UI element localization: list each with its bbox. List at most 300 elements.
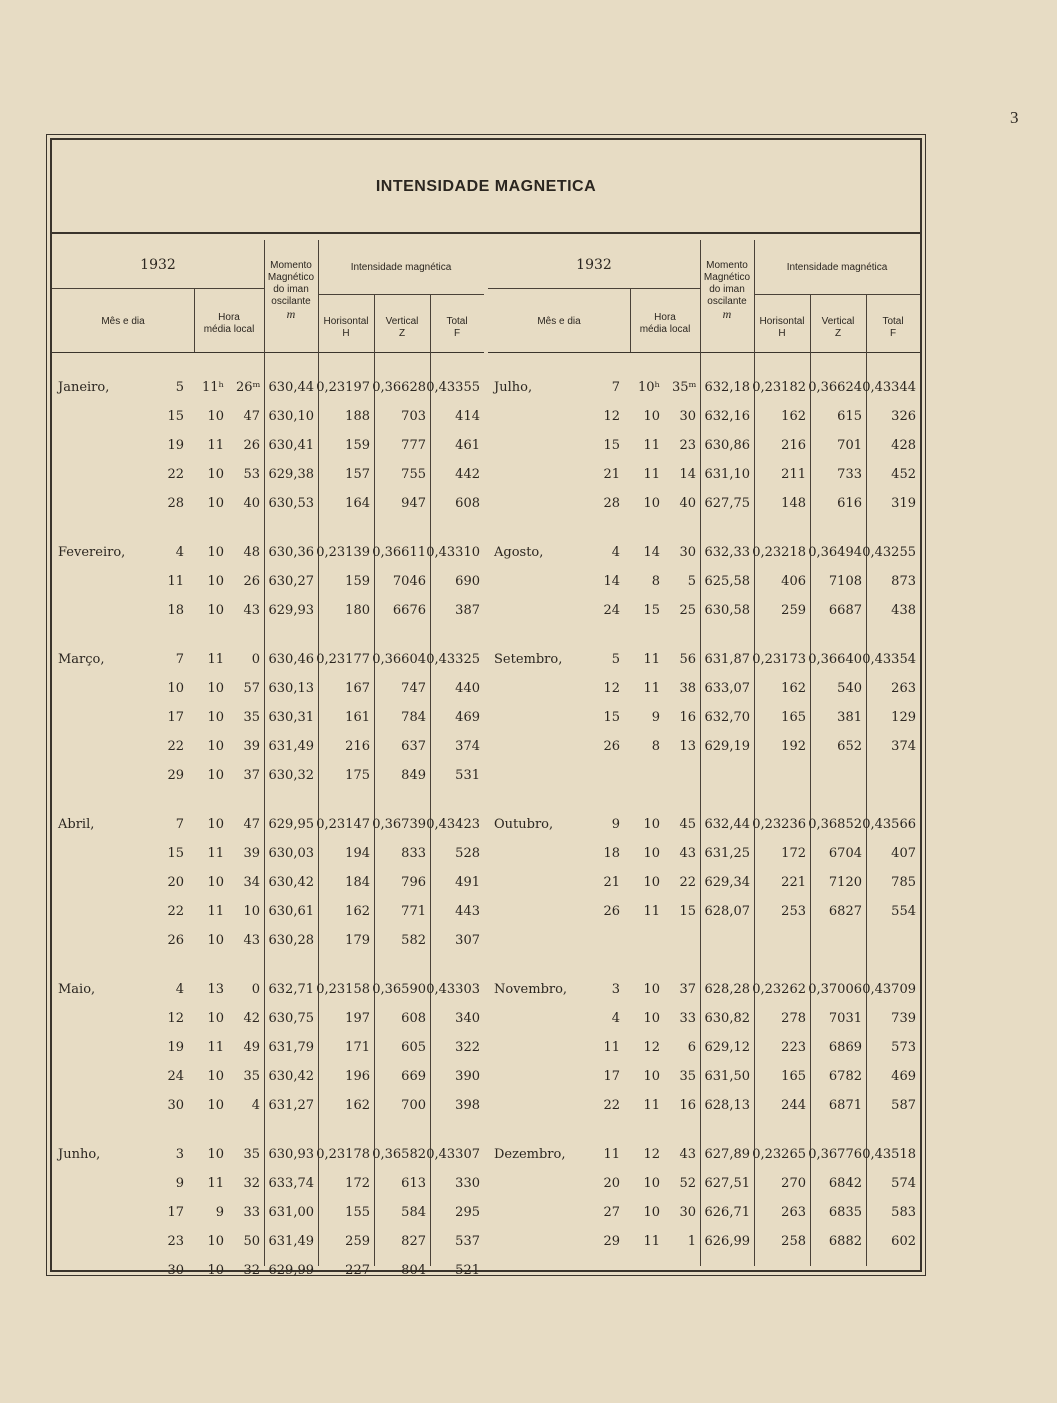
table-row: [52, 599, 484, 623]
vertical-cell: 733: [837, 467, 862, 482]
minute-cell: 42: [243, 1011, 260, 1026]
header-divider: [318, 294, 484, 295]
header-horisontal: Horisontal H: [323, 316, 369, 339]
table-row: [52, 735, 484, 759]
total-cell: 521: [455, 1263, 480, 1278]
month-cell: Setembro,: [494, 652, 563, 667]
total-cell: 608: [455, 496, 480, 511]
header-intensidade: Intensidade magnética: [350, 262, 452, 273]
header-total: Total F: [446, 316, 468, 339]
vertical-cell: 6827: [828, 904, 862, 919]
horizontal-cell: 175: [345, 768, 370, 783]
moment-cell: 627,51: [704, 1176, 750, 1191]
vertical-cell: 616: [837, 496, 862, 511]
minute-cell: 15: [679, 904, 696, 919]
moment-cell: 630,32: [268, 768, 314, 783]
table-row: [52, 648, 484, 672]
minute-cell: 23: [679, 438, 696, 453]
table-row: [52, 900, 484, 924]
horizontal-cell: 148: [781, 496, 806, 511]
moment-cell: 629,12: [704, 1040, 750, 1055]
horizontal-cell: 196: [345, 1069, 370, 1084]
table-row: [488, 900, 920, 924]
day-cell: 19: [167, 438, 184, 453]
minute-cell: 5: [687, 574, 696, 589]
horizontal-cell: 172: [781, 846, 806, 861]
moment-cell: 629,38: [268, 467, 314, 482]
day-cell: 22: [167, 467, 184, 482]
horizontal-cell: 172: [345, 1176, 370, 1191]
table-row: [488, 1143, 920, 1167]
month-cell: Junho,: [58, 1147, 101, 1162]
day-cell: 3: [175, 1147, 184, 1162]
vertical-cell: 0,36624: [808, 380, 862, 395]
table-row: [488, 599, 920, 623]
vertical-cell: 947: [401, 496, 426, 511]
month-cell: Outubro,: [494, 817, 554, 832]
minute-cell: 43: [243, 603, 260, 618]
vertical-cell: 584: [401, 1205, 426, 1220]
hour-cell: 10: [207, 681, 224, 696]
moment-cell: 631,50: [704, 1069, 750, 1084]
table-row: [488, 1036, 920, 1060]
day-cell: 27: [603, 1205, 620, 1220]
total-cell: 587: [891, 1098, 916, 1113]
moment-cell: 633,07: [704, 681, 750, 696]
moment-cell: 630,53: [268, 496, 314, 511]
total-cell: 602: [891, 1234, 916, 1249]
vertical-cell: 6842: [828, 1176, 862, 1191]
day-cell: 22: [603, 1098, 620, 1113]
vertical-cell: 381: [837, 710, 862, 725]
day-cell: 15: [603, 438, 620, 453]
horizontal-cell: 0,23147: [316, 817, 370, 832]
day-cell: 17: [167, 710, 184, 725]
table-row: [488, 463, 920, 487]
day-cell: 21: [603, 467, 620, 482]
table-row: [488, 1094, 920, 1118]
vertical-cell: 755: [401, 467, 426, 482]
total-cell: 0,43518: [862, 1147, 916, 1162]
total-cell: 428: [891, 438, 916, 453]
day-cell: 21: [603, 875, 620, 890]
moment-cell: 631,79: [268, 1040, 314, 1055]
moment-cell: 630,03: [268, 846, 314, 861]
day-cell: 23: [167, 1234, 184, 1249]
table-row: [488, 1259, 920, 1283]
hour-cell: 10: [207, 875, 224, 890]
horizontal-cell: 0,23197: [316, 380, 370, 395]
total-cell: 390: [455, 1069, 480, 1084]
minute-cell: 22: [679, 875, 696, 890]
minute-cell: 33: [243, 1205, 260, 1220]
horizontal-cell: 0,23177: [316, 652, 370, 667]
moment-cell: 630,42: [268, 875, 314, 890]
horizontal-cell: 253: [781, 904, 806, 919]
hour-cell: 10: [207, 409, 224, 424]
vertical-cell: 637: [401, 739, 426, 754]
month-cell: Fevereiro,: [58, 545, 126, 560]
moment-cell: 627,89: [704, 1147, 750, 1162]
moment-cell: 631,27: [268, 1098, 314, 1113]
table-row: [488, 1172, 920, 1196]
hour-cell: 10: [207, 496, 224, 511]
vertical-cell: 827: [401, 1234, 426, 1249]
vertical-cell: 777: [401, 438, 426, 453]
minute-cell: 35: [679, 1069, 696, 1084]
total-cell: 528: [455, 846, 480, 861]
total-cell: 469: [455, 710, 480, 725]
minute-cell: 26: [243, 438, 260, 453]
horizontal-cell: 165: [781, 1069, 806, 1084]
hour-cell: 12: [643, 1147, 660, 1162]
minute-cell: 40: [243, 496, 260, 511]
left-table: [52, 240, 484, 1278]
day-cell: 22: [167, 904, 184, 919]
moment-cell: 630,41: [268, 438, 314, 453]
moment-cell: 626,71: [704, 1205, 750, 1220]
horizontal-cell: 164: [345, 496, 370, 511]
horizontal-cell: 162: [345, 1098, 370, 1113]
header-vertical: Vertical Z: [821, 316, 855, 339]
minute-cell: 33: [679, 1011, 696, 1026]
horizontal-cell: 162: [781, 681, 806, 696]
horizontal-cell: 259: [781, 603, 806, 618]
day-cell: 9: [611, 817, 620, 832]
day-cell: 24: [167, 1069, 184, 1084]
title-box: [52, 140, 920, 234]
day-cell: 17: [603, 1069, 620, 1084]
horizontal-cell: 221: [781, 875, 806, 890]
table-row: [488, 492, 920, 516]
minute-cell: 4: [251, 1098, 260, 1113]
minute-cell: 32: [243, 1176, 260, 1191]
horizontal-cell: 179: [345, 933, 370, 948]
hour-cell: 10: [207, 574, 224, 589]
table-row: [52, 1094, 484, 1118]
horizontal-cell: 0,23262: [752, 982, 806, 997]
moment-cell: 629,95: [268, 817, 314, 832]
day-cell: 14: [603, 574, 620, 589]
minute-cell: 48: [243, 545, 260, 560]
hour-cell: 11: [207, 438, 224, 453]
horizontal-cell: 258: [781, 1234, 806, 1249]
hour-cell: 10: [207, 1011, 224, 1026]
vertical-cell: 849: [401, 768, 426, 783]
day-cell: 10: [167, 681, 184, 696]
moment-cell: 630,46: [268, 652, 314, 667]
header-mes-dia: Mês e dia: [101, 316, 145, 327]
day-cell: 15: [167, 409, 184, 424]
total-cell: 263: [891, 681, 916, 696]
horizontal-cell: 0,23265: [752, 1147, 806, 1162]
vertical-cell: 6676: [392, 603, 426, 618]
total-cell: 0,43303: [426, 982, 480, 997]
day-cell: 11: [603, 1040, 620, 1055]
month-cell: Novembro,: [494, 982, 568, 997]
day-cell: 19: [167, 1040, 184, 1055]
table-row: [488, 871, 920, 895]
right-table: [488, 240, 920, 1266]
day-cell: 17: [167, 1205, 184, 1220]
minute-cell: 10: [243, 904, 260, 919]
total-cell: 531: [455, 768, 480, 783]
vertical-cell: 0,36604: [372, 652, 426, 667]
vertical-cell: 7120: [828, 875, 862, 890]
horizontal-cell: 406: [781, 574, 806, 589]
vertical-cell: 582: [401, 933, 426, 948]
moment-cell: 628,28: [704, 982, 750, 997]
table-row: [52, 570, 484, 594]
minute-cell: 32: [243, 1263, 260, 1278]
moment-cell: 630,10: [268, 409, 314, 424]
hour-cell: 10: [207, 467, 224, 482]
total-cell: 438: [891, 603, 916, 618]
minute-cell: 14: [679, 467, 696, 482]
hour-cell: 11: [643, 904, 660, 919]
hour-cell: 10: [643, 875, 660, 890]
day-cell: 29: [167, 768, 184, 783]
day-cell: 15: [603, 710, 620, 725]
total-cell: 873: [891, 574, 916, 589]
table-row: [488, 978, 920, 1002]
total-cell: 0,43255: [862, 545, 916, 560]
horizontal-cell: 0,23218: [752, 545, 806, 560]
moment-cell: 631,49: [268, 1234, 314, 1249]
minute-cell: 0: [251, 982, 260, 997]
moment-cell: 630,36: [268, 545, 314, 560]
vertical-cell: 605: [401, 1040, 426, 1055]
total-cell: 440: [455, 681, 480, 696]
header-year: 1932: [140, 257, 176, 273]
day-cell: 15: [167, 846, 184, 861]
moment-cell: 630,13: [268, 681, 314, 696]
horizontal-cell: 278: [781, 1011, 806, 1026]
hour-cell: 11: [207, 1176, 224, 1191]
minute-cell: 47: [243, 817, 260, 832]
table-row: [52, 813, 484, 837]
total-cell: 0,43354: [862, 652, 916, 667]
page-number: 3: [1010, 108, 1019, 127]
day-cell: 4: [175, 545, 184, 560]
total-cell: 0,43423: [426, 817, 480, 832]
header-divider: [52, 288, 264, 289]
total-cell: 307: [455, 933, 480, 948]
hour-cell: 10: [207, 817, 224, 832]
total-cell: 461: [455, 438, 480, 453]
table-row: [488, 434, 920, 458]
table-row: [488, 929, 920, 953]
minute-cell: 39: [243, 846, 260, 861]
vertical-cell: 796: [401, 875, 426, 890]
vertical-cell: 6835: [828, 1205, 862, 1220]
minute-cell: 40: [679, 496, 696, 511]
vertical-cell: 615: [837, 409, 862, 424]
month-cell: Dezembro,: [494, 1147, 566, 1162]
horizontal-cell: 197: [345, 1011, 370, 1026]
hour-cell: 10: [207, 768, 224, 783]
day-cell: 18: [603, 846, 620, 861]
minute-cell: 57: [243, 681, 260, 696]
minute-cell: 53: [243, 467, 260, 482]
minute-cell: 30: [679, 409, 696, 424]
header-hora: Hora média local: [639, 312, 691, 335]
day-cell: 12: [603, 409, 620, 424]
hour-cell: 10: [207, 710, 224, 725]
moment-cell: 632,70: [704, 710, 750, 725]
minute-cell: 47: [243, 409, 260, 424]
day-cell: 11: [167, 574, 184, 589]
horizontal-cell: 162: [345, 904, 370, 919]
hour-cell: 10ʰ: [638, 380, 661, 395]
table-row: [488, 706, 920, 730]
header-intensidade: Intensidade magnética: [786, 262, 888, 273]
horizontal-cell: 165: [781, 710, 806, 725]
table-row: [488, 570, 920, 594]
vertical-cell: 0,36640: [808, 652, 862, 667]
horizontal-cell: 171: [345, 1040, 370, 1055]
hour-cell: 11: [207, 652, 224, 667]
day-cell: 12: [603, 681, 620, 696]
day-cell: 5: [175, 380, 184, 395]
vertical-cell: 0,36611: [372, 545, 426, 560]
vertical-cell: 0,36852: [808, 817, 862, 832]
table-row: [52, 764, 484, 788]
total-cell: 129: [891, 710, 916, 725]
vertical-cell: 6687: [828, 603, 862, 618]
moment-cell: 630,82: [704, 1011, 750, 1026]
table-row: [52, 1007, 484, 1031]
header-horisontal: Horisontal H: [759, 316, 805, 339]
vertical-cell: 669: [401, 1069, 426, 1084]
hour-cell: 10: [643, 817, 660, 832]
minute-cell: 26: [243, 574, 260, 589]
day-cell: 28: [167, 496, 184, 511]
table-row: [52, 492, 484, 516]
header-vertical: Vertical Z: [385, 316, 419, 339]
moment-cell: 632,33: [704, 545, 750, 560]
table-row: [52, 871, 484, 895]
horizontal-cell: 259: [345, 1234, 370, 1249]
total-cell: 0,43566: [862, 817, 916, 832]
hour-cell: 10: [207, 933, 224, 948]
vertical-cell: 0,36590: [372, 982, 426, 997]
moment-cell: 630,93: [268, 1147, 314, 1162]
total-cell: 574: [891, 1176, 916, 1191]
hour-cell: 11: [643, 467, 660, 482]
day-cell: 4: [611, 545, 620, 560]
horizontal-cell: 270: [781, 1176, 806, 1191]
total-cell: 452: [891, 467, 916, 482]
total-cell: 374: [891, 739, 916, 754]
table-row: [52, 1230, 484, 1254]
vertical-cell: 613: [401, 1176, 426, 1191]
horizontal-cell: 155: [345, 1205, 370, 1220]
total-cell: 0,43307: [426, 1147, 480, 1162]
vertical-cell: 652: [837, 739, 862, 754]
moment-cell: 629,99: [268, 1263, 314, 1278]
horizontal-cell: 0,23158: [316, 982, 370, 997]
moment-cell: 632,16: [704, 409, 750, 424]
moment-cell: 631,10: [704, 467, 750, 482]
day-cell: 7: [611, 380, 620, 395]
total-cell: 690: [455, 574, 480, 589]
vertical-cell: 0,36582: [372, 1147, 426, 1162]
day-cell: 7: [175, 652, 184, 667]
minute-cell: 39: [243, 739, 260, 754]
table-row: [52, 1065, 484, 1089]
moment-cell: 630,58: [704, 603, 750, 618]
header-divider: [754, 294, 920, 295]
table-header: [52, 240, 484, 353]
table-row: [488, 405, 920, 429]
table-row: [488, 1007, 920, 1031]
table-row: [488, 842, 920, 866]
hour-cell: 12: [643, 1040, 660, 1055]
day-cell: 20: [603, 1176, 620, 1191]
minute-cell: 6: [687, 1040, 696, 1055]
horizontal-cell: 188: [345, 409, 370, 424]
moment-cell: 632,18: [704, 380, 750, 395]
moment-cell: 633,74: [268, 1176, 314, 1191]
horizontal-cell: 0,23139: [316, 545, 370, 560]
total-cell: 785: [891, 875, 916, 890]
header-momento: Momento Magnético do iman oscilante m: [267, 260, 315, 321]
table-row: [52, 842, 484, 866]
hour-cell: 11ʰ: [202, 380, 225, 395]
horizontal-cell: 162: [781, 409, 806, 424]
day-cell: 30: [167, 1098, 184, 1113]
table-row: [52, 1036, 484, 1060]
hour-cell: 10: [207, 1263, 224, 1278]
month-cell: Janeiro,: [58, 380, 110, 395]
minute-cell: 30: [679, 545, 696, 560]
day-cell: 4: [611, 1011, 620, 1026]
day-cell: 12: [167, 1011, 184, 1026]
minute-cell: 38: [679, 681, 696, 696]
hour-cell: 10: [207, 603, 224, 618]
table-row: [52, 463, 484, 487]
total-cell: 322: [455, 1040, 480, 1055]
table-row: [52, 1143, 484, 1167]
horizontal-cell: 0,23182: [752, 380, 806, 395]
day-cell: 26: [167, 933, 184, 948]
vertical-cell: 6871: [828, 1098, 862, 1113]
total-cell: 414: [455, 409, 480, 424]
hour-cell: 10: [643, 409, 660, 424]
vertical-cell: 771: [401, 904, 426, 919]
hour-cell: 10: [207, 1147, 224, 1162]
total-cell: 0,43310: [426, 545, 480, 560]
month-cell: Julho,: [494, 380, 533, 395]
hour-cell: 10: [643, 1069, 660, 1084]
hour-cell: 10: [207, 1234, 224, 1249]
vertical-cell: 804: [401, 1263, 426, 1278]
minute-cell: 35: [243, 1147, 260, 1162]
hour-cell: 10: [643, 1011, 660, 1026]
total-cell: 326: [891, 409, 916, 424]
minute-cell: 30: [679, 1205, 696, 1220]
table-row: [488, 1201, 920, 1225]
moment-cell: 632,44: [704, 817, 750, 832]
hour-cell: 15: [643, 603, 660, 618]
total-cell: 398: [455, 1098, 480, 1113]
total-cell: 442: [455, 467, 480, 482]
minute-cell: 49: [243, 1040, 260, 1055]
table-row: [52, 405, 484, 429]
header-year: 1932: [576, 257, 612, 273]
day-cell: 11: [603, 1147, 620, 1162]
